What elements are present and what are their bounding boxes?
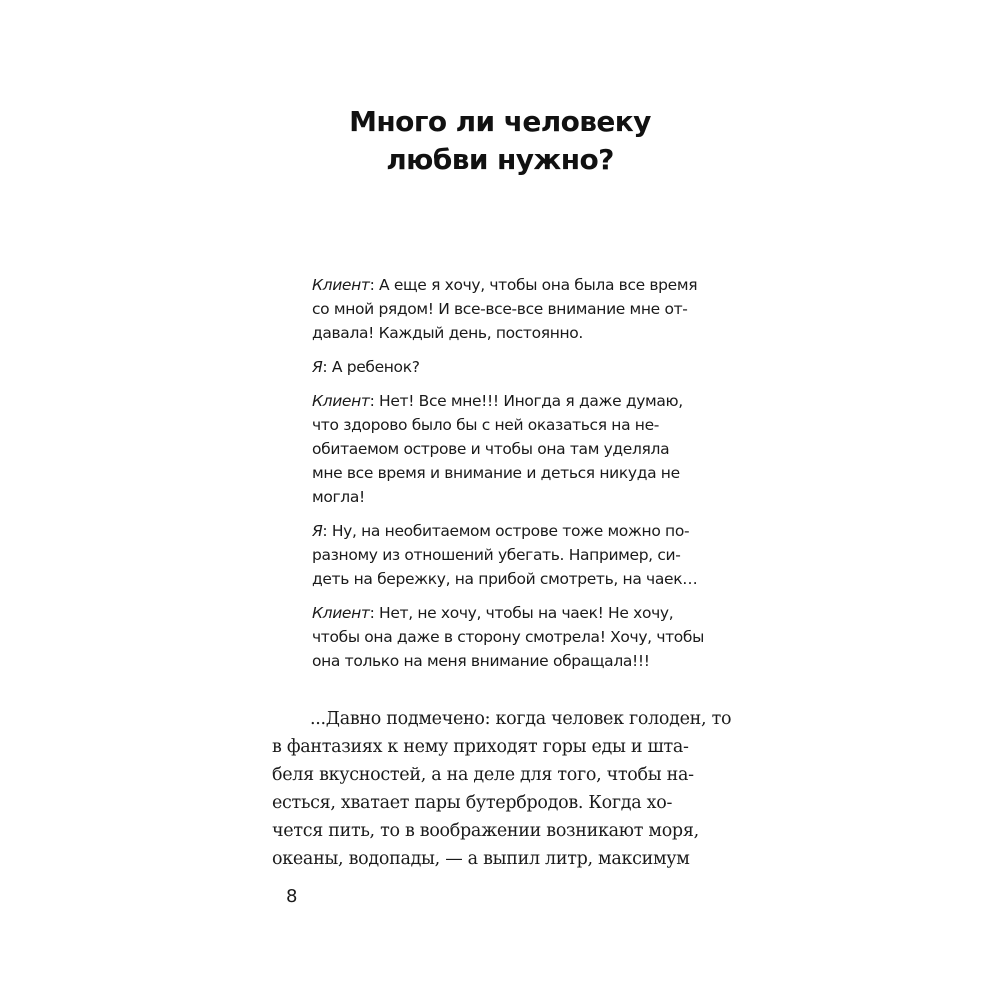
paragraph-line: океаны, водопады, — а выпил литр, максимум	[272, 849, 690, 869]
dialogue-line: деть на бережку, на прибой смотреть, на чаек…	[312, 570, 698, 588]
chapter-title-line-2: любви нужно?	[386, 143, 614, 176]
dialogue-line: со мной рядом! И все-все-все внимание мне от-	[312, 300, 688, 318]
paragraph-line: есться, хватает пары бутербродов. Когда хо-	[272, 793, 673, 813]
dialogue-section	[312, 273, 728, 683]
dialogue-line	[312, 519, 728, 543]
dialogue-replica	[312, 519, 728, 591]
chapter-title-line-1: Много ли человеку	[349, 105, 651, 138]
paragraph-line: беля вкусностей, а на деле для того, чтобы на-	[272, 765, 694, 785]
dialogue-replica	[312, 273, 728, 345]
dialogue-line	[312, 389, 728, 413]
dialogue-line	[312, 273, 728, 297]
dialogue-line: что здорово было бы с ней оказаться на не-	[312, 416, 660, 434]
speaker-label: Я	[312, 522, 323, 540]
dialogue-line	[312, 355, 728, 379]
speaker-label: Клиент	[312, 276, 370, 294]
dialogue-line: мне все время и внимание и деться никуда не	[312, 464, 680, 482]
body-paragraph	[272, 705, 732, 873]
dialogue-line: обитаемом острове и чтобы она там уделяла	[312, 440, 670, 458]
paragraph-line: чется пить, то в воображении возникают моря,	[272, 821, 699, 841]
paragraph-line: в фантазиях к нему приходят горы еды и шта-	[272, 737, 689, 757]
paragraph-line: ...Давно подмечено: когда человек голоден, то	[310, 709, 732, 729]
replica-text: : А еще я хочу, чтобы она была все время	[369, 276, 698, 294]
speaker-label: Клиент	[312, 392, 370, 410]
dialogue-line: могла!	[312, 488, 365, 506]
dialogue-replica	[312, 355, 728, 379]
speaker-label: Я	[312, 358, 323, 376]
replica-text: : А ребенок?	[322, 358, 420, 376]
speaker-label: Клиент	[312, 604, 370, 622]
dialogue-line: чтобы она даже в сторону смотрела! Хочу, чтобы	[312, 628, 705, 646]
dialogue-line: она только на меня внимание обращала!!!	[312, 652, 650, 670]
page-number: 8	[286, 886, 298, 907]
replica-text: : Ну, на необитаемом острове тоже можно по-	[322, 522, 690, 540]
replica-text: : Нет! Все мне!!! Иногда я даже думаю,	[369, 392, 683, 410]
dialogue-line	[312, 601, 728, 625]
dialogue-line: разному из отношений убегать. Например, си-	[312, 546, 681, 564]
dialogue-replica	[312, 601, 728, 673]
dialogue-line: давала! Каждый день, постоянно.	[312, 324, 583, 342]
dialogue-replica	[312, 389, 728, 509]
replica-text: : Нет, не хочу, чтобы на чаек! Не хочу,	[369, 604, 674, 622]
chapter-title	[250, 103, 750, 179]
